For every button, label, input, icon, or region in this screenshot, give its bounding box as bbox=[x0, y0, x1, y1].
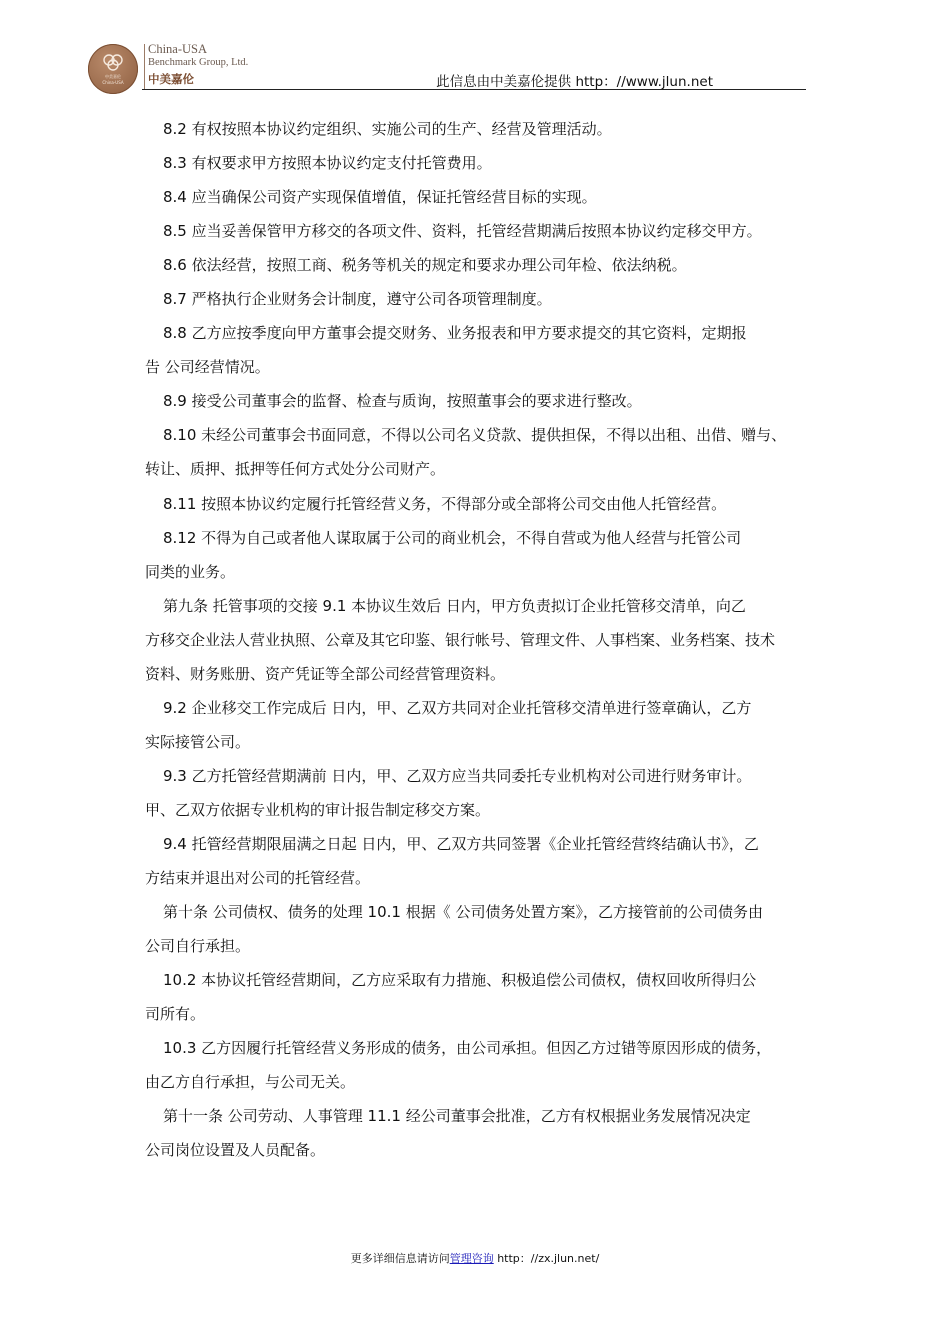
brand-name-en: China-USA bbox=[148, 42, 208, 56]
logo-divider bbox=[144, 44, 145, 90]
text-line: 同类的业务。 bbox=[145, 563, 236, 581]
text-line: 8.6 依法经营，按照工商、税务等机关的规定和要求办理公司年检、依法纳税。 bbox=[163, 256, 687, 274]
text-line: 8.4 应当确保公司资产实现保值增值，保证托管经营目标的实现。 bbox=[163, 188, 597, 206]
text-line: 9.2 企业移交工作完成后 日内，甲、乙双方共同对企业托管移交清单进行签章确认，乙方 bbox=[163, 699, 752, 717]
text-line: 资料、财务账册、资产凭证等全部公司经营管理资料。 bbox=[145, 665, 506, 683]
text-line: 由乙方自行承担，与公司无关。 bbox=[145, 1073, 356, 1091]
text-line: 司所有。 bbox=[145, 1005, 206, 1023]
company-logo bbox=[88, 44, 138, 94]
text-line: 第十一条 公司劳动、人事管理 11.1 经公司董事会批准，乙方有权根据业务发展情况决定 bbox=[163, 1107, 751, 1125]
text-line: 8.8 乙方应按季度向甲方董事会提交财务、业务报表和甲方要求提交的其它资料，定期报 bbox=[163, 324, 747, 342]
text-line: 方移交企业法人营业执照、公章及其它印鉴、银行帐号、管理文件、人事档案、业务档案、技术 bbox=[145, 631, 776, 649]
text-line: 方结束并退出对公司的托管经营。 bbox=[145, 869, 371, 887]
footer-url: http：//zx.jlun.net/ bbox=[493, 1252, 600, 1265]
text-line: 10.2 本协议托管经营期间，乙方应采取有力措施、积极追偿公司债权，债权回收所得归公 bbox=[163, 971, 757, 989]
text-line: 第九条 托管事项的交接 9.1 本协议生效后 日内，甲方负责拟订企业托管移交清单，向乙 bbox=[163, 597, 746, 615]
text-line: 公司自行承担。 bbox=[145, 937, 251, 955]
brand-name-cn: 中美嘉伦 bbox=[148, 72, 194, 86]
text-line: 8.11 按照本协议约定履行托管经营义务，不得部分或全部将公司交由他人托管经营。 bbox=[163, 495, 727, 513]
text-line: 8.2 有权按照本协议约定组织、实施公司的生产、经营及管理活动。 bbox=[163, 120, 612, 138]
text-line: 公司岗位设置及人员配备。 bbox=[145, 1141, 326, 1159]
text-line: 8.10 未经公司董事会书面同意，不得以公司名义贷款、提供担保，不得以出租、出借、赠与、 bbox=[163, 426, 787, 444]
logo-seal-en: China-USA bbox=[102, 80, 124, 85]
text-line: 甲、乙双方依据专业机构的审计报告制定移交方案。 bbox=[145, 801, 491, 819]
rings-icon bbox=[101, 52, 125, 72]
footer-prefix: 更多详细信息请访问 bbox=[350, 1252, 450, 1265]
page-footer bbox=[0, 1250, 950, 1266]
text-line: 8.7 严格执行企业财务会计制度，遵守公司各项管理制度。 bbox=[163, 290, 552, 308]
text-line: 8.3 有权要求甲方按照本协议约定支付托管费用。 bbox=[163, 154, 492, 172]
text-line: 10.3 乙方因履行托管经营义务形成的债务，由公司承担。但因乙方过错等原因形成的债务， bbox=[163, 1039, 772, 1057]
text-line: 8.9 接受公司董事会的监督、检查与质询，按照董事会的要求进行整改。 bbox=[163, 392, 642, 410]
text-line: 告 公司经营情况。 bbox=[145, 358, 270, 376]
logo-seal-cn: 中美嘉伦 bbox=[105, 74, 121, 79]
text-line: 9.4 托管经营期限届满之日起 日内，甲、乙双方共同签署《企业托管经营终结确认书》，乙 bbox=[163, 835, 759, 853]
page-header bbox=[88, 40, 806, 92]
text-line: 8.5 应当妥善保管甲方移交的各项文件、资料，托管经营期满后按照本协议约定移交甲方。 bbox=[163, 222, 762, 240]
text-line: 9.3 乙方托管经营期满前 日内，甲、乙双方应当共同委托专业机构对公司进行财务审计。 bbox=[163, 767, 752, 785]
header-divider bbox=[142, 89, 806, 90]
text-line: 转让、质押、抵押等任何方式处分公司财产。 bbox=[145, 460, 446, 478]
footer-consulting-link[interactable]: 管理咨询 bbox=[449, 1252, 494, 1265]
brand-name-en-sub: Benchmark Group, Ltd. bbox=[148, 57, 249, 68]
text-line: 实际接管公司。 bbox=[145, 733, 251, 751]
header-source-info: 此信息由中美嘉伦提供 http：//www.jlun.net bbox=[436, 74, 713, 90]
text-line: 8.12 不得为自己或者他人谋取属于公司的商业机会，不得自营或为他人经营与托管公司 bbox=[163, 529, 742, 547]
text-line: 第十条 公司债权、债务的处理 10.1 根据《 公司债务处置方案》，乙方接管前的公司债务由 bbox=[163, 903, 763, 921]
